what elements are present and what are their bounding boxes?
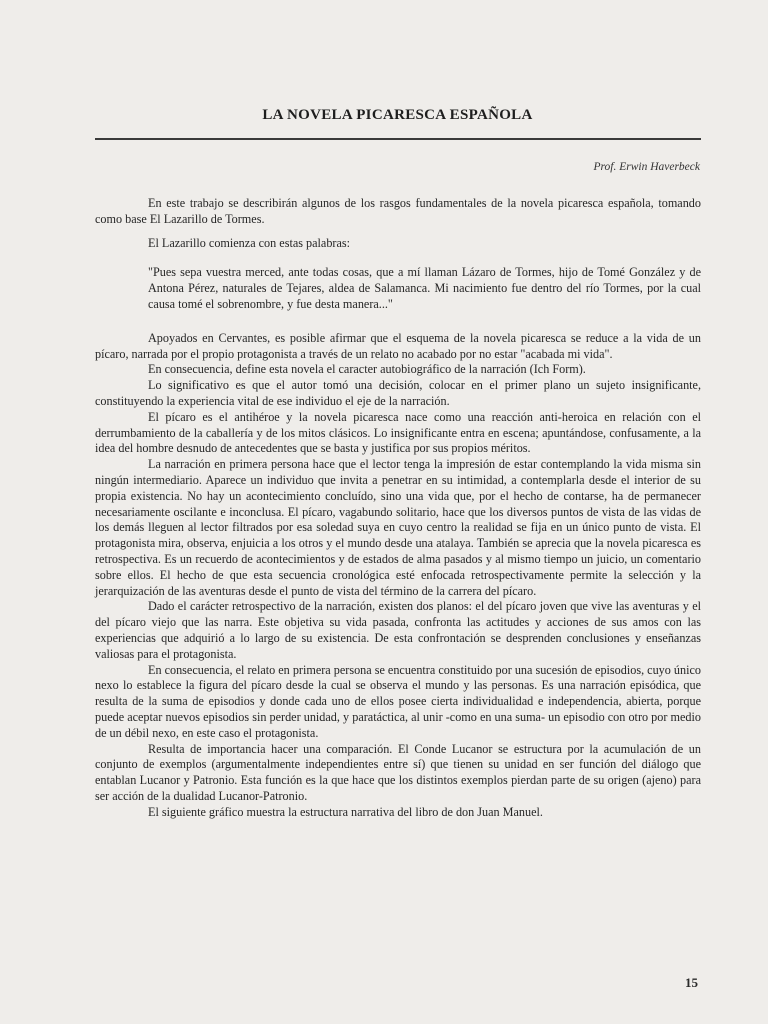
paragraph-11: Resulta de importancia hacer una comparación. El Conde Lucanor se estructura por la acumulación de un conjunto de exemplos (argumentalmente independientes entre sí) que tienen su unidad en ser función del diálogo que entablan Lucanor y Patronio. Esta función es la que hace que los distintos exemplos pierdan parte de su origen (ajeno) para ser acción de la dualidad Lucanor-Patronio. [95, 741, 701, 803]
paragraph-9: Dado el carácter retrospectivo de la narración, existen dos planos: el del pícaro joven que vive las aventuras y el del pícaro viejo que las narra. Este objetiva su vida pasada, confronta las actitudes y acciones de sus amos con las experiencias que adquirió a lo largo de su existencia. De esta confrontación se desprenden conclusiones y enseñanzas valiosas para el protagonista. [95, 599, 701, 661]
paragraph-6: Lo significativo es que el autor tomó una decisión, colocar en el primer plano un sujeto insignificante, constituyendo la experiencia vital de ese individuo el eje de la narración. [95, 378, 701, 408]
page-title: LA NOVELA PICARESCA ESPAÑOLA [262, 107, 533, 123]
paragraph-8: La narración en primera persona hace que el lector tenga la impresión de estar contemplando la vida misma sin ningún intermediario. Aparece un individuo que invita a penetrar en su intimidad, a contemplarla desde el interior de su propia existencia. No hay un acontecimiento concluído, sino una vida que, por el hecho de contarse, ha de permanecer necesariamente oscilante e inconclusa. El pícaro, vagabundo solitario, hace que los diversos puntos de vista de las vidas de los demás lleguen al lector filtrados por esa soledad suya en cuyo centro la realidad se fija en un único punto de vista. El protagonista mira, observa, enjuicia a los otros y el mundo desde una atalaya. También se aprecia que la novela picaresca es retrospectiva. Es un recuerdo de acontecimientos y de estados de alma pasados y al mismo tiempo un juicio, un comentario sobre ellos. El hecho de que esta secuencia cronológica esté enfocada retrospectivamente permite la selección y la jerarquización de las aventuras desde el punto de vista del término de la carrera del pícaro. [95, 457, 701, 598]
paragraph-5: En consecuencia, define esta novela el caracter autobiográfico de la narración (Ich Form). [148, 362, 586, 377]
paragraph-7: El pícaro es el antihéroe y la novela picaresca nace como una reacción anti-heroica en relación con el derrumbamiento de la caballería y de los mitos clásicos. Lo insignificante entra en escena; apuntándose, confusamente, a la idea del hombre desnudo de antecedentes que se basta y justifica por sus propios méritos. [95, 409, 701, 456]
paragraph-2: El Lazarillo comienza con estas palabras: [148, 235, 351, 250]
title-rule [95, 138, 701, 140]
paragraph-10: En consecuencia, el relato en primera persona se encuentra constituido por una sucesión de episodios, cuyo único nexo lo establece la figura del pícaro desde la cual se observa el mundo y las personas. Es una narración episódica, que resulta de la suma de episodios y donde cada uno de ellos posee cierta individualidad e independencia, abierta, porque puede aceptar nuevos episodios sin perder unidad, y paratáctica, al unir -como en una suma- un episodio con otro por medio de un débil nexo, en este caso el protagonista. [95, 662, 701, 740]
page-number: 15 [685, 975, 698, 990]
article-body [95, 196, 701, 820]
quote-paragraph: "Pues sepa vuestra merced, ante todas cosas, que a mí llaman Lázaro de Tormes, hijo de Tomé González y de Antona Pérez, naturales de Tejares, aldea de Salamanca. Mi nacimiento fue dentro del río Tormes, por la cual causa tomé el sobrenombre, y fue desta manera..." [148, 265, 701, 311]
author-line: Prof. Erwin Haverbeck [593, 161, 700, 173]
paragraph-4: Apoyados en Cervantes, es posible afirmar que el esquema de la novela picaresca se reduce a la vida de un pícaro, narrada por el propio protagonista a través de un relato no acabado por no estar "acabada mi vida". [95, 330, 701, 361]
paragraph-12: El siguiente gráfico muestra la estructura narrativa del libro de don Juan Manuel. [148, 804, 543, 819]
paragraph-1: En este trabajo se describirán algunos de los rasgos fundamentales de la novela picaresca española, tomando como base El Lazarillo de Tormes. [95, 196, 701, 226]
